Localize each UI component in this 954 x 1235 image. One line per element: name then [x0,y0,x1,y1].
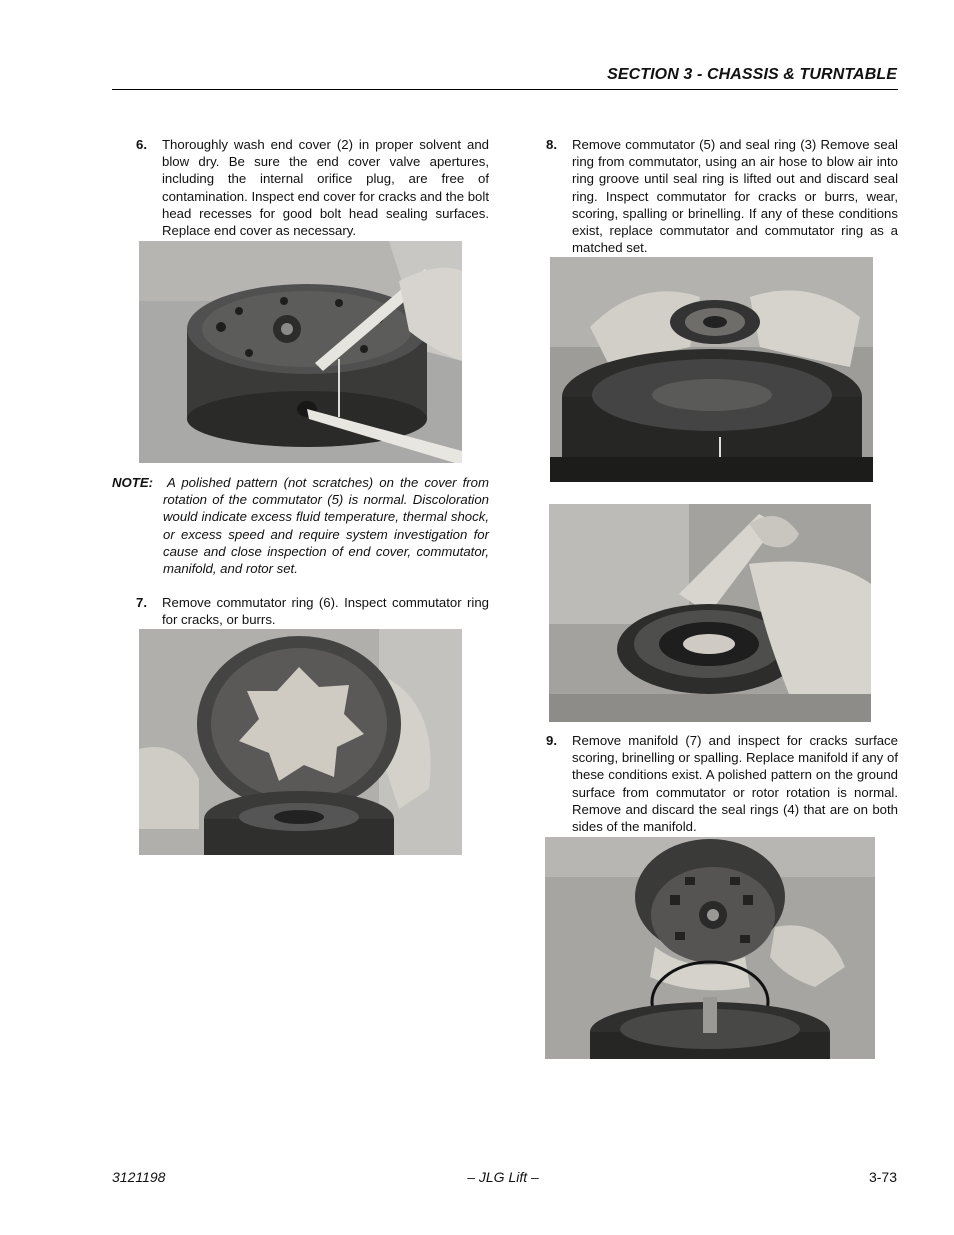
step-7 [136,594,489,628]
step-number: 9. [546,733,557,748]
step-8 [546,136,898,256]
photo-seal-ring-tool [549,504,871,722]
photo-manifold-removal [545,837,875,1059]
footer-doc-number: 3121198 [112,1169,166,1185]
step-text: Remove commutator ring (6). Inspect commutator ring for cracks, or burrs. [162,595,489,628]
section-title: SECTION 3 - CHASSIS & TURNTABLE [607,66,897,83]
step-number: 8. [546,137,557,152]
step-text: Remove manifold (7) and inspect for cracks surface scoring, brinelling or spalling. Replace manifold if any of these conditions exist. A polished pattern on the ground surface from commutator or rotor rotation is normal. Remove and discard the seal rings (4) that are on both sides of the manifold. [572,733,898,835]
note-label: NOTE: [112,475,154,490]
header-rule [112,89,898,90]
note-text: A polished pattern (not scratches) on the cover from rotation of the commutator (5) is normal. Discoloration would indicate excess fluid temperature, thermal shock, or excess speed and require system investigation for cause and close inspection of end cover, commutator, manifold, and rotor set. [163,475,489,577]
photo-commutator-removal [550,257,873,482]
footer-page-number: 3-73 [868,1169,897,1185]
step-number: 7. [136,595,147,610]
photo-commutator-ring [139,629,462,855]
step-text: Thoroughly wash end cover (2) in proper solvent and blow dry. Be sure the end cover valve apertures, including the internal orifice plug, are free of contamination. Inspect end cover for cracks and the bolt head recesses for good bolt head sealing surfaces. Replace end cover as necessary. [162,137,489,239]
step-6 [136,136,489,239]
footer-center: – JLG Lift – [467,1169,539,1185]
step-9 [546,732,898,835]
step-text: Remove commutator (5) and seal ring (3) Remove seal ring from commutator, using an air hose to blow air into ring groove until seal ring is lifted out and discard seal ring. Inspect commutator for cracks or burrs, wear, scoring, spalling or brinelling. If any of these conditions exist, replace commutator and commutator ring as a matched set. [572,137,898,256]
photo-end-cover [139,241,462,463]
step-number: 6. [136,137,147,152]
note-block [112,474,489,577]
